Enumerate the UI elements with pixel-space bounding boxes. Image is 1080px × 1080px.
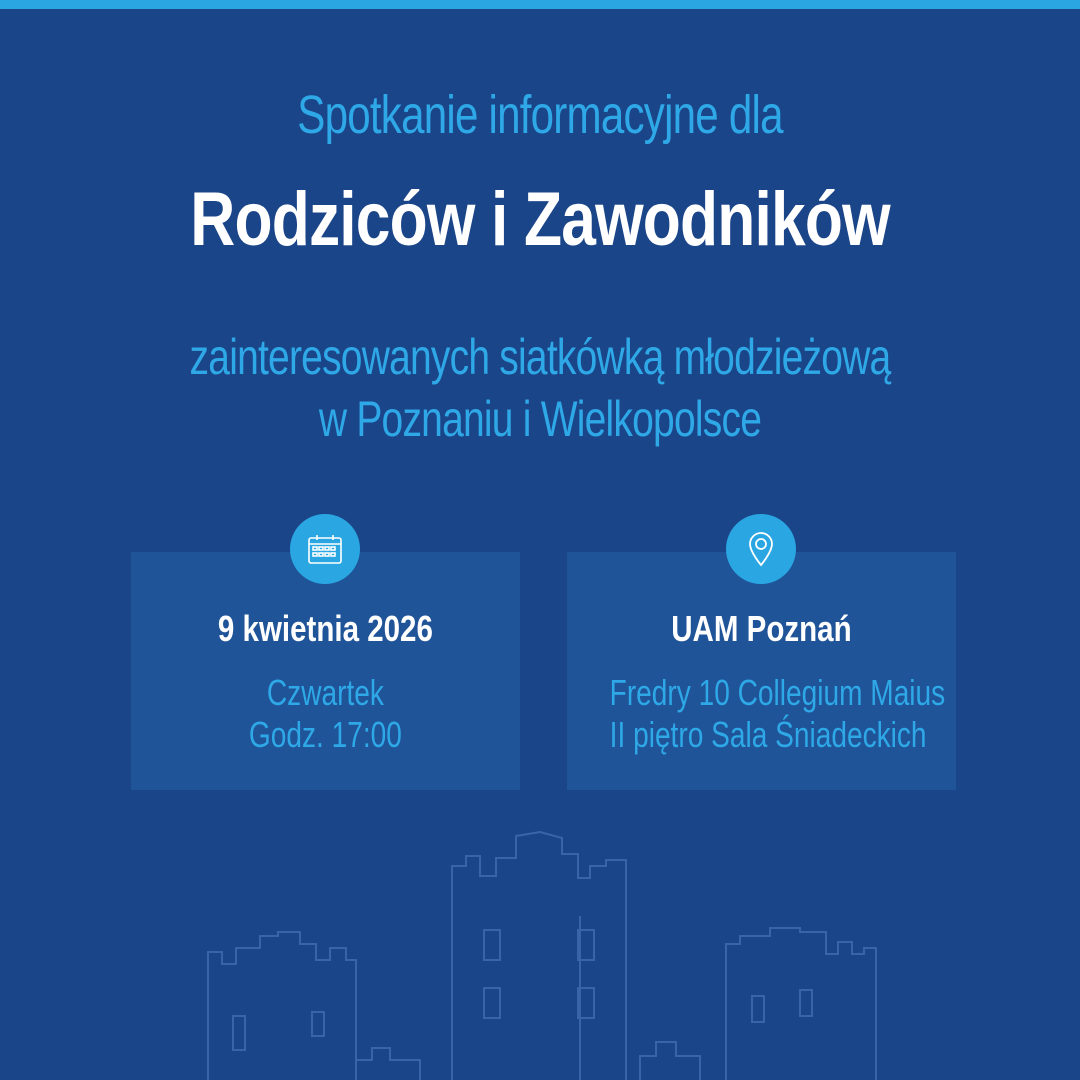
date-card [131,552,520,790]
date-card-time: Godz. 17:00 [248,714,402,755]
subtitle-line-1: zainteresowanych siatkówką młodzieżową [189,329,891,385]
castle-outline-illustration [0,820,1080,1080]
lead-text: Spotkanie informacyjne dla [297,85,783,145]
subtitle [119,326,961,450]
place-card-address: Fredry 10 Collegium Maius [609,672,946,713]
place-card [567,552,956,790]
subtitle-line-2: w Poznaniu i Wielkopolsce [318,391,762,447]
calendar-icon [290,514,360,584]
date-card-title: 9 kwietnia 2026 [217,608,433,649]
location-pin-icon [726,514,796,584]
headline: Rodziców i Zawodników [190,177,890,262]
top-accent-bar [0,0,1080,9]
place-card-title: UAM Poznań [671,608,852,649]
date-card-weekday: Czwartek [266,672,384,713]
place-card-room: II piętro Sala Śniadeckich [609,714,927,755]
